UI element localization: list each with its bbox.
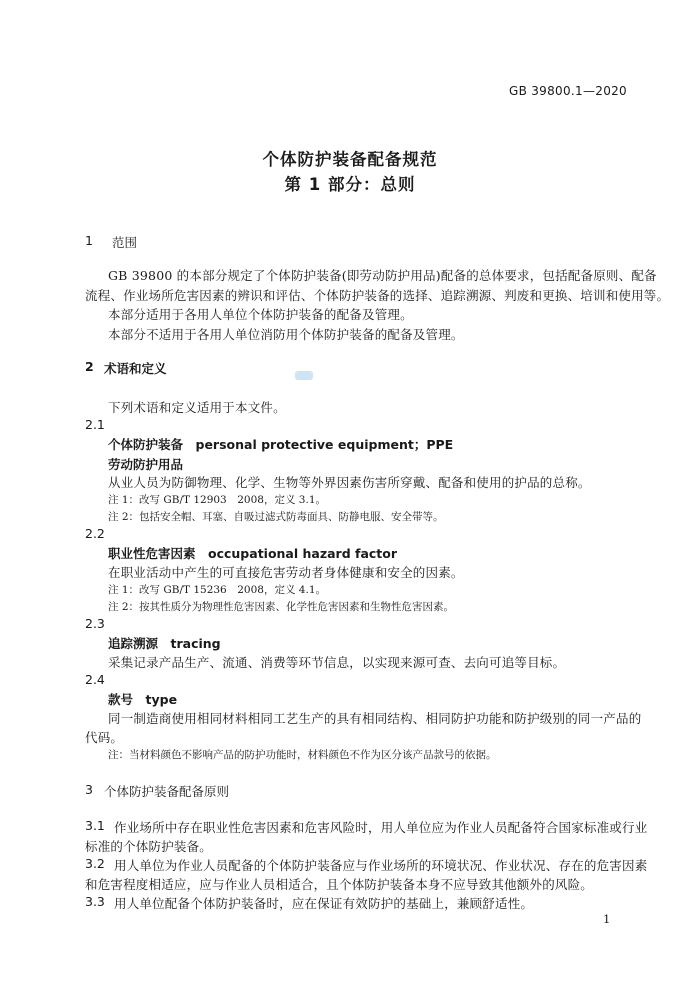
section-2-intro: 下列术语和定义适用于本文件。 [108,400,286,415]
clause-2-4-definition-a: 同一制造商使用相同材料相同工艺生产的具有相同结构、相同防护功能和防护级别的同一产品的 [108,711,642,726]
clause-3-3-number: 3.3 [85,894,105,909]
clause-2-4-note: 注：当材料颜色不影响产品的防护功能时，材料颜色不作为区分该产品款号的依据。 [108,749,497,761]
clause-3-2-text-a: 用人单位为作业人员配备的个体防护装备应与作业场所的环境状况、作业状况、存在的危害因素 [114,858,648,873]
clause-2-2-number: 2.2 [85,526,105,541]
clause-2-2-term: 职业性危害因素 occupational hazard factor [108,546,398,561]
clause-2-1-number: 2.1 [85,417,105,432]
clause-3-1-number: 3.1 [85,818,105,833]
standard-number: GB 39800.1—2020 [508,84,627,98]
clause-2-2-note-2: 注 2：按其性质分为物理性危害因素、化学性危害因素和生物性危害因素。 [108,601,455,613]
page-number: 1 [603,912,611,926]
clause-3-3-text: 用人单位配备个体防护装备时，应在保证有效防护的基础上，兼顾舒适性。 [114,896,534,911]
clause-2-3-term: 追踪溯源 tracing [108,636,221,651]
clause-2-4-definition-b: 代码。 [85,730,124,745]
clause-2-1-alt-term: 劳动防护用品 [108,457,184,472]
clause-2-1-term: 个体防护装备 personal protective equipment；PPE [108,437,454,452]
section-1-heading: 范围 [112,235,138,250]
section-3-heading: 个体防护装备配备原则 [104,784,230,799]
clause-2-3-number: 2.3 [85,616,105,631]
clause-3-1-text-a: 作业场所中存在职业性危害因素和危害风险时，用人单位应为作业人员配备符合国家标准或行业 [114,820,648,835]
section-1-paragraph-2: 本部分适用于各用人单位个体防护装备的配备及管理。 [108,307,413,322]
clause-3-1-text-b: 标准的个体防护装备。 [85,839,213,854]
clause-2-2-definition: 在职业活动中产生的可直接危害劳动者身体健康和安全的因素。 [108,565,464,580]
clause-2-1-note-2: 注 2：包括安全帽、耳塞、自吸过滤式防毒面具、防静电服、安全带等。 [108,511,444,523]
clause-3-2-number: 3.2 [85,856,105,871]
clause-2-4-term: 款号 type [108,692,178,707]
document-title: 个体防护装备配备规范 [262,150,438,169]
section-1-paragraph-1a: GB 39800 的本部分规定了个体防护装备(即劳动防护用品)配备的总体要求，包括配备原则、配备 [108,268,657,283]
section-1-paragraph-3: 本部分不适用于各用人单位消防用个体防护装备的配备及管理。 [108,327,464,342]
section-1-paragraph-1b: 流程、作业场所危害因素的辨识和评估、个体防护装备的选择、追踪溯源、判废和更换、培训和使用等。 [85,288,670,303]
clause-2-4-number: 2.4 [85,672,105,687]
clause-2-1-definition: 从业人员为防御物理、化学、生物等外界因素伤害所穿戴、配备和使用的护品的总称。 [108,475,591,490]
clause-2-2-note-1: 注 1：改写 GB/T 15236 2008，定义 4.1。 [108,584,326,596]
section-3-number: 3 [85,782,93,797]
clause-2-3-definition: 采集记录产品生产、流通、消费等环节信息，以实现来源可查、去向可追等目标。 [108,655,566,670]
section-2-number: 2 [85,359,94,374]
clause-3-2-text-b: 和危害程度相适应，应与作业人员相适合，且个体防护装备本身不应导致其他额外的风险。 [85,877,594,892]
watermark-logo [295,371,313,380]
section-1-number: 1 [85,233,93,248]
section-2-heading: 术语和定义 [104,361,167,376]
document-subtitle: 第 1 部分：总则 [284,175,416,194]
clause-2-1-note-1: 注 1：改写 GB/T 12903 2008，定义 3.1。 [108,494,326,506]
